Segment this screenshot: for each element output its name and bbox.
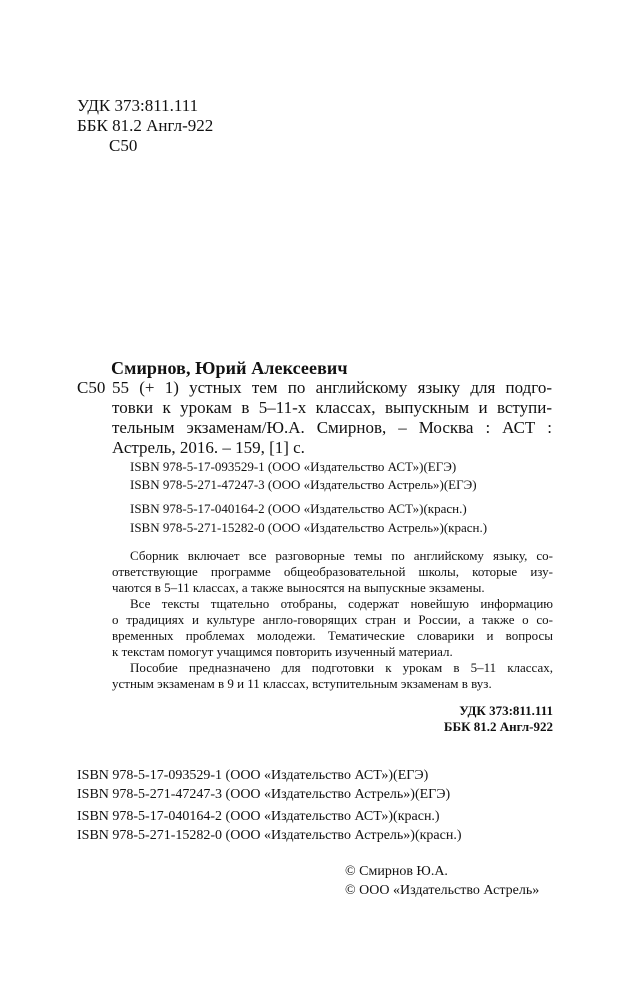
author-cutter-code: С50	[109, 136, 138, 155]
isbn-line: ISBN 978-5-271-47247-3 (ООО «Издательство Астрель»)(ЕГЭ)	[77, 787, 451, 802]
record-cutter-code: С50	[77, 378, 106, 397]
record-isbn: ISBN 978-5-271-47247-3 (ООО «Издательство Астрель»)(ЕГЭ)	[130, 477, 477, 492]
bbk-code: ББК 81.2 Англ-922	[77, 116, 214, 135]
annotation-line: чаются в 5–11 классах, а также выносятся на выпускные экзамены.	[112, 580, 485, 595]
annotation	[112, 548, 553, 692]
bibliographic-description	[112, 378, 552, 458]
annotation-line: Сборник включает все разговорные темы по английскому языку, со-	[130, 548, 553, 563]
description-line: тельным экзаменам/Ю.А. Смирнов, – Москва : АСТ :	[112, 418, 552, 437]
description-line: Астрель, 2016. – 159, [1] с.	[112, 438, 305, 457]
copyright-author: © Смирнов Ю.А.	[345, 864, 448, 879]
annotation-line: устным экзаменам в 9 и 11 классах, вступительным экзаменам в вуз.	[112, 676, 492, 691]
annotation-line: ответствующие программе общеобразовательной школы, которые изу-	[112, 564, 553, 579]
record-isbn: ISBN 978-5-17-040164-2 (ООО «Издательство АСТ»)(красн.)	[130, 501, 467, 516]
isbn-line: ISBN 978-5-17-040164-2 (ООО «Издательство АСТ»)(красн.)	[77, 809, 440, 824]
description-line: товки к урокам в 5–11-х классах, выпускным и вступи-	[112, 398, 552, 417]
classification-header	[77, 96, 213, 136]
record-udk-code: УДК 373:811.111	[459, 703, 553, 718]
annotation-line: о традициях и культуре англо-говорящих стран и России, а также о со-	[112, 612, 553, 627]
record-isbn: ISBN 978-5-271-15282-0 (ООО «Издательство Астрель»)(красн.)	[130, 520, 488, 535]
annotation-line: Все тексты тщательно отобраны, содержат новейшую информацию	[130, 596, 553, 611]
description-line: 55 (+ 1) устных тем по английскому языку для подго-	[112, 378, 552, 397]
record-classification	[444, 703, 553, 735]
udk-code: УДК 373:811.111	[77, 96, 199, 115]
annotation-line: к текстам помогут учащимся повторить изученный материал.	[112, 644, 453, 659]
record-bbk-code: ББК 81.2 Англ-922	[443, 719, 553, 734]
isbn-line: ISBN 978-5-17-093529-1 (ООО «Издательство АСТ»)(ЕГЭ)	[77, 768, 429, 783]
copyright-publisher: © ООО «Издательство Астрель»	[345, 883, 540, 898]
isbn-line: ISBN 978-5-271-15282-0 (ООО «Издательство Астрель»)(красн.)	[77, 828, 462, 843]
annotation-line: Пособие предназначено для подготовки к урокам в 5–11 классах,	[130, 660, 553, 675]
record-isbn: ISBN 978-5-17-093529-1 (ООО «Издательство АСТ»)(ЕГЭ)	[130, 459, 457, 474]
author-heading: Смирнов, Юрий Алексеевич	[111, 358, 348, 378]
annotation-line: временных проблемах молодежи. Тематические словарики и вопросы	[112, 628, 553, 643]
